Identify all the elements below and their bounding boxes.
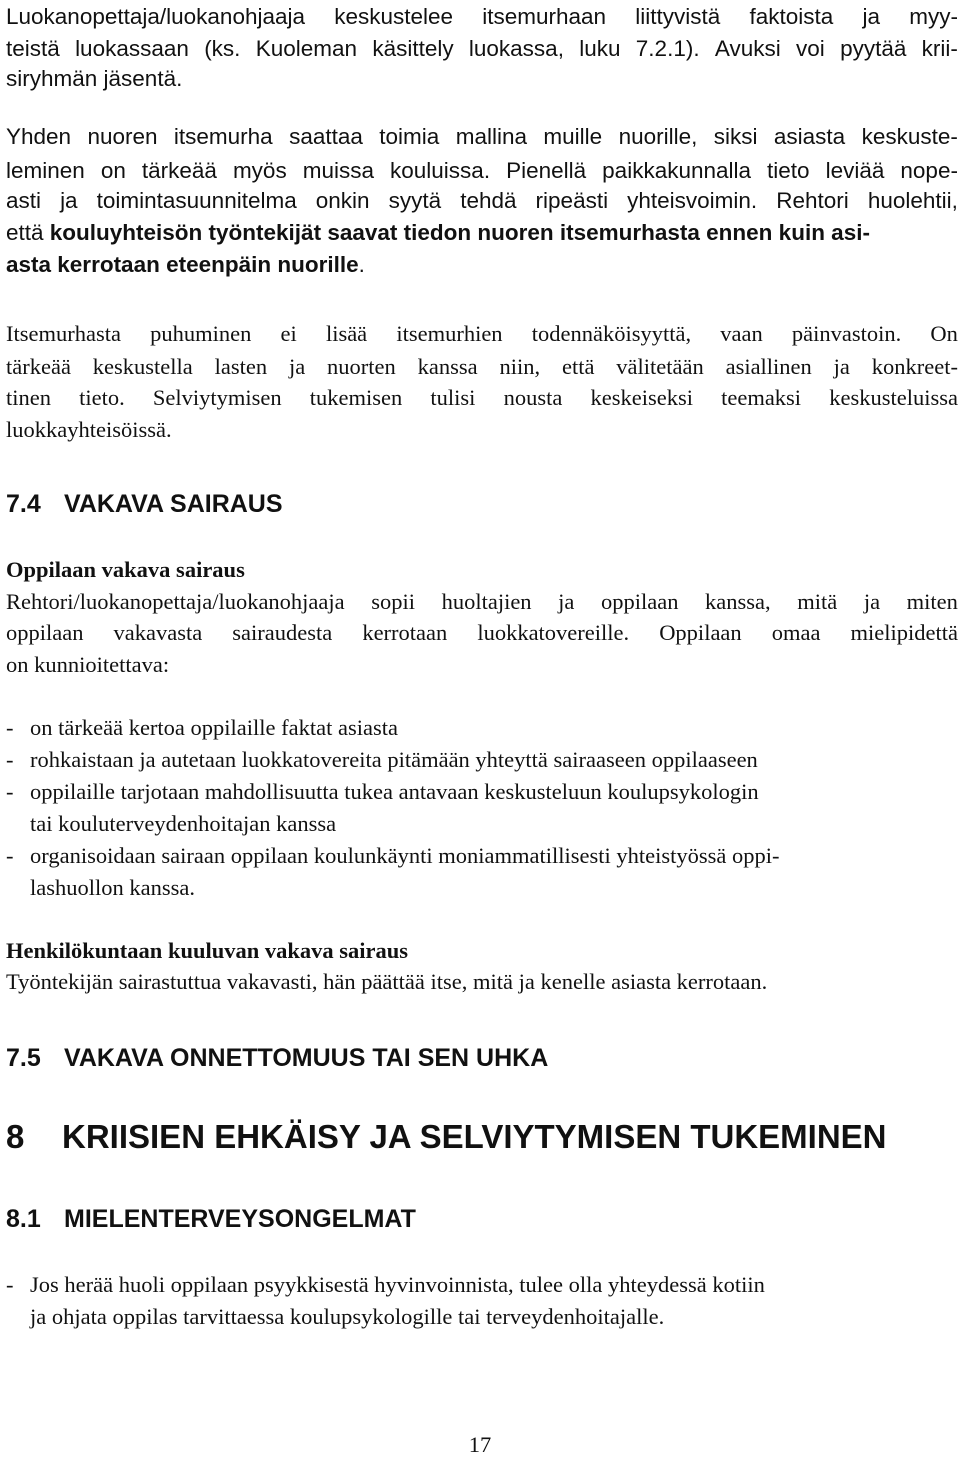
word: on — [100, 158, 126, 183]
word: tehdä — [460, 188, 517, 213]
section-heading-7-5: 7.5 VAKAVA ONNETTOMUUS TAI SEN UHKA — [6, 1044, 549, 1072]
word: luku — [579, 36, 621, 61]
word: sairaudesta — [232, 620, 333, 645]
word: huoltajien — [441, 589, 532, 614]
section-heading-8-1: 8.1 MIELENTERVEYSONGELMAT — [6, 1205, 416, 1233]
word: leviää — [825, 158, 885, 183]
word: syytä — [388, 188, 442, 213]
text-line — [6, 186, 958, 216]
emphasis-text: asta kerrotaan eteenpäin nuorille — [6, 252, 359, 277]
word: keskustella — [92, 354, 193, 379]
text-line — [6, 587, 958, 617]
word: On — [930, 321, 958, 346]
word: todennäköisyyttä, — [531, 321, 692, 346]
word: Rehtori — [776, 188, 849, 213]
word: myy- — [909, 4, 958, 29]
word: ripeästi — [535, 188, 609, 213]
word: toimia — [379, 124, 440, 149]
word: saattaa — [289, 124, 363, 149]
word: faktoista — [749, 4, 834, 29]
text-line: luokkayhteisöissä. — [6, 417, 172, 442]
subsection-heading: Henkilökuntaan kuuluvan vakava sairaus — [6, 938, 409, 963]
word: tärkeää — [6, 354, 71, 379]
word: tinen — [6, 385, 51, 410]
word: Pienellä — [506, 158, 587, 183]
word: niin, — [499, 354, 541, 379]
word: vakavasta — [113, 620, 203, 645]
word: voi — [796, 36, 825, 61]
word: nousta — [503, 385, 563, 410]
text-line — [6, 2, 958, 32]
word: konkreet- — [871, 354, 958, 379]
word: ja — [833, 354, 850, 379]
word: mallina — [455, 124, 527, 149]
word: päinvastoin. — [791, 321, 902, 346]
emphasis-text: kouluyhteisön työntekijät saavat tiedon nuoren itsemurhasta ennen kuin asi- — [49, 220, 870, 245]
word: teemaksi — [721, 385, 802, 410]
word: oppilaan — [600, 589, 679, 614]
word: lisää — [325, 321, 368, 346]
word: mielipidettä — [850, 620, 958, 645]
text-line: on kunnioitettava: — [6, 652, 170, 677]
word: miten — [906, 589, 958, 614]
word: keskusteluissa — [829, 385, 958, 410]
word: lasten — [214, 354, 268, 379]
word: itsemurhien — [396, 321, 503, 346]
word: tieto — [767, 158, 810, 183]
word: 7.2.1). — [635, 36, 700, 61]
word: itsemurha — [173, 124, 273, 149]
word: oppilaan — [6, 620, 84, 645]
text-line: Työntekijän sairastuttua vakavasti, hän päättää itse, mitä ja kenelle asiasta kerrotaan. — [6, 969, 768, 994]
word: myös — [232, 158, 287, 183]
word: tieto. — [79, 385, 125, 410]
word: käsittely — [372, 36, 454, 61]
word: keskuste- — [861, 124, 958, 149]
word: onkin — [315, 188, 370, 213]
word: luokassaan — [75, 36, 189, 61]
word: tukemisen — [309, 385, 403, 410]
word: mitä — [797, 589, 838, 614]
section-heading-7-4: 7.4 VAKAVA SAIRAUS — [6, 490, 283, 518]
word: että — [561, 354, 595, 379]
word: Kuoleman — [255, 36, 358, 61]
word: kouluissa. — [390, 158, 491, 183]
word: asiasta — [773, 124, 846, 149]
word: krii- — [921, 36, 958, 61]
word: vaan — [720, 321, 763, 346]
word: leminen — [6, 158, 85, 183]
text-line — [6, 383, 958, 413]
word: liittyvistä — [635, 4, 721, 29]
word: kerrotaan — [362, 620, 448, 645]
subsection-heading: Oppilaan vakava sairaus — [6, 557, 245, 582]
text-line — [6, 352, 958, 382]
word: (ks. — [204, 36, 241, 61]
word: tulisi — [430, 385, 476, 410]
word: ja — [863, 589, 881, 614]
word: sopii — [371, 589, 415, 614]
word: välitetään — [616, 354, 704, 379]
chapter-heading-8: 8 KRIISIEN EHKÄISY JA SELVIYTYMISEN TUKEMINEN — [6, 1118, 887, 1155]
word: nuorten — [327, 354, 396, 379]
word: kanssa — [417, 354, 478, 379]
word: Rehtori/luokanopettaja/luokanohjaaja — [6, 589, 345, 614]
word: ja — [558, 589, 575, 614]
word: muille — [543, 124, 603, 149]
word: asiallinen — [725, 354, 812, 379]
text-line: asta kerrotaan eteenpäin nuorille. — [6, 252, 365, 277]
text-line — [6, 156, 958, 186]
word: luokassa, — [468, 36, 564, 61]
word: puhuminen — [150, 321, 252, 346]
word: Luokanopettaja/luokanohjaaja — [6, 4, 306, 29]
word: kanssa, — [705, 589, 771, 614]
word: Yhden — [6, 124, 72, 149]
word: asti — [6, 188, 42, 213]
word: Oppilaan — [659, 620, 742, 645]
word: siksi — [713, 124, 758, 149]
word: Avuksi — [714, 36, 781, 61]
word: paikkakunnalla — [602, 158, 752, 183]
word: itsemurhaan — [482, 4, 607, 29]
text-line — [6, 618, 958, 648]
text-line — [6, 34, 958, 64]
word: luokkatovereille. — [477, 620, 630, 645]
word: ja — [862, 4, 881, 29]
word: teistä — [6, 36, 60, 61]
word: nuoren — [87, 124, 158, 149]
word: toimintasuunnitelma — [96, 188, 297, 213]
word: pyytää — [840, 36, 907, 61]
word: nuorille, — [618, 124, 698, 149]
word: ei — [280, 321, 297, 346]
word: nope- — [900, 158, 958, 183]
page-number: 17 — [468, 1432, 492, 1457]
word: ja — [288, 354, 306, 379]
word: Itsemurhasta — [6, 321, 121, 346]
word: keskeiseksi — [590, 385, 693, 410]
word: Selviytymisen — [152, 385, 282, 410]
text-line — [6, 319, 958, 349]
word: muissa — [302, 158, 374, 183]
word: ja — [60, 188, 78, 213]
word: tärkeää — [141, 158, 217, 183]
word: yhteisvoimin. — [627, 188, 758, 213]
text-line: että kouluyhteisön työntekijät saavat tiedon nuoren itsemurhasta ennen kuin asi- — [6, 220, 870, 245]
word: keskustelee — [334, 4, 454, 29]
text-line: siryhmän jäsentä. — [6, 66, 183, 91]
word: huolehtii, — [867, 188, 958, 213]
word: omaa — [771, 620, 821, 645]
text-line — [6, 122, 958, 152]
